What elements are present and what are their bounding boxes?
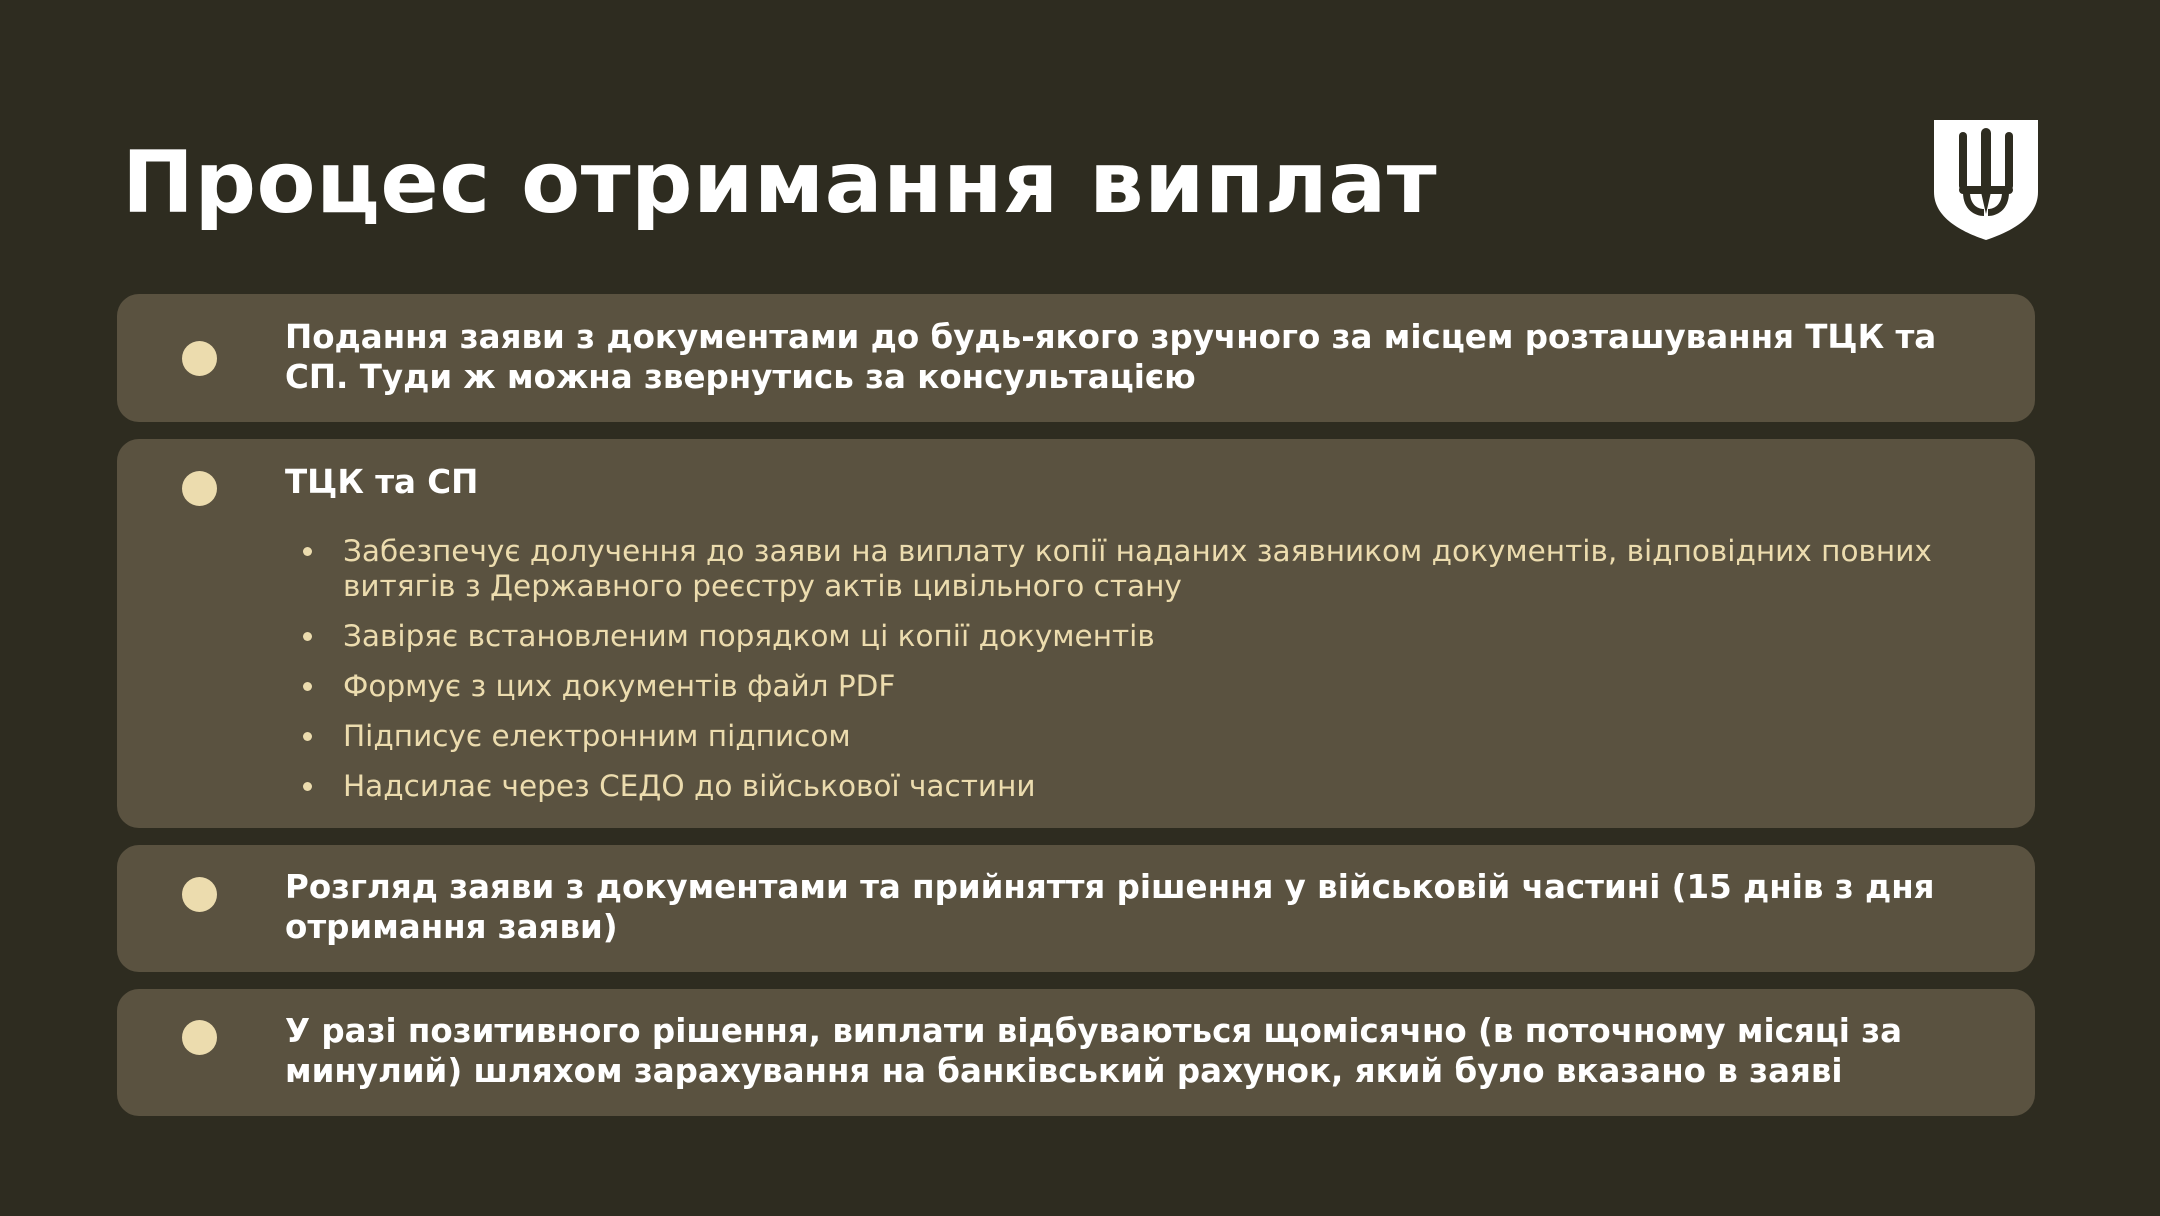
step-card-2 — [117, 439, 2035, 828]
list-item — [300, 719, 2000, 754]
list-item-text: Завіряє встановленим порядком ці копії документів — [343, 619, 1155, 653]
list-item-text: Забезпечує долучення до заяви на виплату копії наданих заявником документів, відповідних повних витягів з Державного реєстру актів цивільного стану — [343, 534, 1932, 603]
bullet-icon — [303, 732, 312, 741]
bullet-icon — [303, 632, 312, 641]
step-bullet-icon — [182, 877, 217, 912]
step-card-4 — [117, 989, 2035, 1116]
responsibilities-list — [300, 534, 2000, 819]
step-card-1 — [117, 294, 2035, 422]
bullet-icon — [303, 547, 312, 556]
bullet-icon — [303, 682, 312, 691]
step-card-3 — [117, 845, 2035, 972]
step-text: У разі позитивного рішення, виплати відбуваються щомісячно (в поточному місяці за минулий) шляхом зарахування на банківський рахунок, який було вказано в заяві — [285, 1012, 1903, 1090]
bullet-icon — [303, 782, 312, 791]
page-title: Процес отримання виплат — [122, 133, 1438, 233]
step-text: Розгляд заяви з документами та прийняття рішення у військовій частині (15 днів з дня отримання заяви) — [285, 868, 1935, 946]
step-bullet-icon — [182, 341, 217, 376]
step-bullet-icon — [182, 1020, 217, 1055]
step-text: ТЦК та СП — [285, 463, 479, 501]
list-item — [300, 769, 2000, 804]
list-item-text: Підписує електронним підписом — [343, 719, 851, 753]
list-item-text: Надсилає через СЕДО до військової частини — [343, 769, 1036, 803]
step-bullet-icon — [182, 471, 217, 506]
trident-shield-icon — [1932, 118, 2040, 242]
list-item — [300, 619, 2000, 654]
list-item-text: Формує з цих документів файл PDF — [343, 669, 896, 703]
list-item — [300, 669, 2000, 704]
list-item — [300, 534, 2000, 604]
step-text: Подання заяви з документами до будь-якого зручного за місцем розташування ТЦК та СП. Туди ж можна звернутись за консультацією — [285, 318, 1937, 396]
